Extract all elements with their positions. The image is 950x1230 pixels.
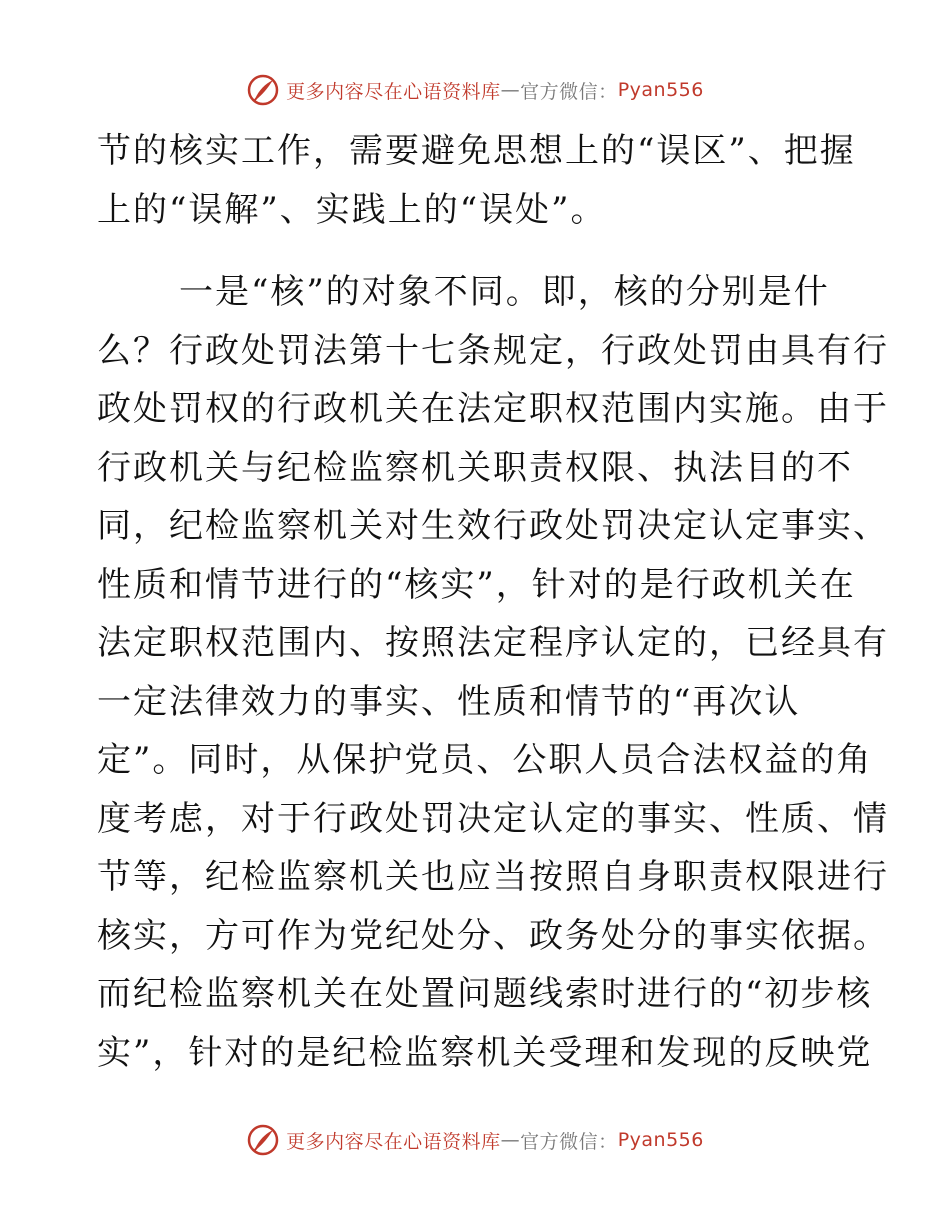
text-line: 性质和情节进行的“核实”，针对的是行政机关在	[97, 564, 856, 605]
banner-main-text: 更多内容尽在心语资料库	[286, 80, 501, 103]
text-line: 定”。同时，从保护党员、公职人员合法权益的角	[97, 740, 873, 780]
text-line: 行政机关与纪检监察机关职责权限、执法目的不	[97, 447, 853, 488]
paragraph	[97, 263, 889, 1082]
text-line: 度考虑，对于行政处罚决定认定的事实、性质、情	[97, 798, 889, 839]
footer-watermark	[0, 1120, 950, 1160]
banner-main-text: 更多内容尽在心语资料库	[286, 1130, 501, 1153]
text-line: 上的“误解”、实践上的“误处”。	[97, 189, 607, 230]
text-line: 一是“核”的对象不同。即，核的分别是什	[179, 272, 830, 312]
text-line: 实”，针对的是纪检监察机关受理和发现的反映党	[97, 1032, 873, 1073]
banner-official-text: 官方微信：	[520, 1130, 618, 1153]
banner-dash: —	[500, 79, 521, 101]
text-line: 法定职权范围内、按照法定程序认定的，已经具有	[97, 623, 889, 663]
text-line: 一定法律效力的事实、性质和情节的“再次认	[97, 681, 801, 722]
text-line: 么？行政处罚法第十七条规定，行政处罚由具有行	[97, 330, 889, 371]
banner-official-text: 官方微信：	[520, 80, 618, 103]
feather-logo-icon	[246, 1123, 280, 1157]
document-body	[97, 122, 889, 1082]
paragraph	[97, 122, 857, 239]
text-line: 节的核实工作，需要避免思想上的“误区”、把握	[97, 131, 856, 171]
banner-dash: —	[500, 1129, 521, 1151]
text-line: 同，纪检监察机关对生效行政处罚决定认定事实、	[97, 506, 889, 546]
text-line: 核实，方可作为党纪处分、政务处分的事实依据。	[97, 915, 889, 956]
text-line: 节等，纪检监察机关也应当按照自身职责权限进行	[97, 857, 889, 897]
banner-wechat-id: Pyan556	[617, 79, 704, 101]
header-watermark	[0, 70, 950, 110]
text-line: 政处罚权的行政机关在法定职权范围内实施。由于	[97, 389, 889, 429]
text-line: 而纪检监察机关在处置问题线索时进行的“初步核	[97, 974, 873, 1014]
feather-logo-icon	[246, 73, 280, 107]
banner-wechat-id: Pyan556	[617, 1129, 704, 1151]
